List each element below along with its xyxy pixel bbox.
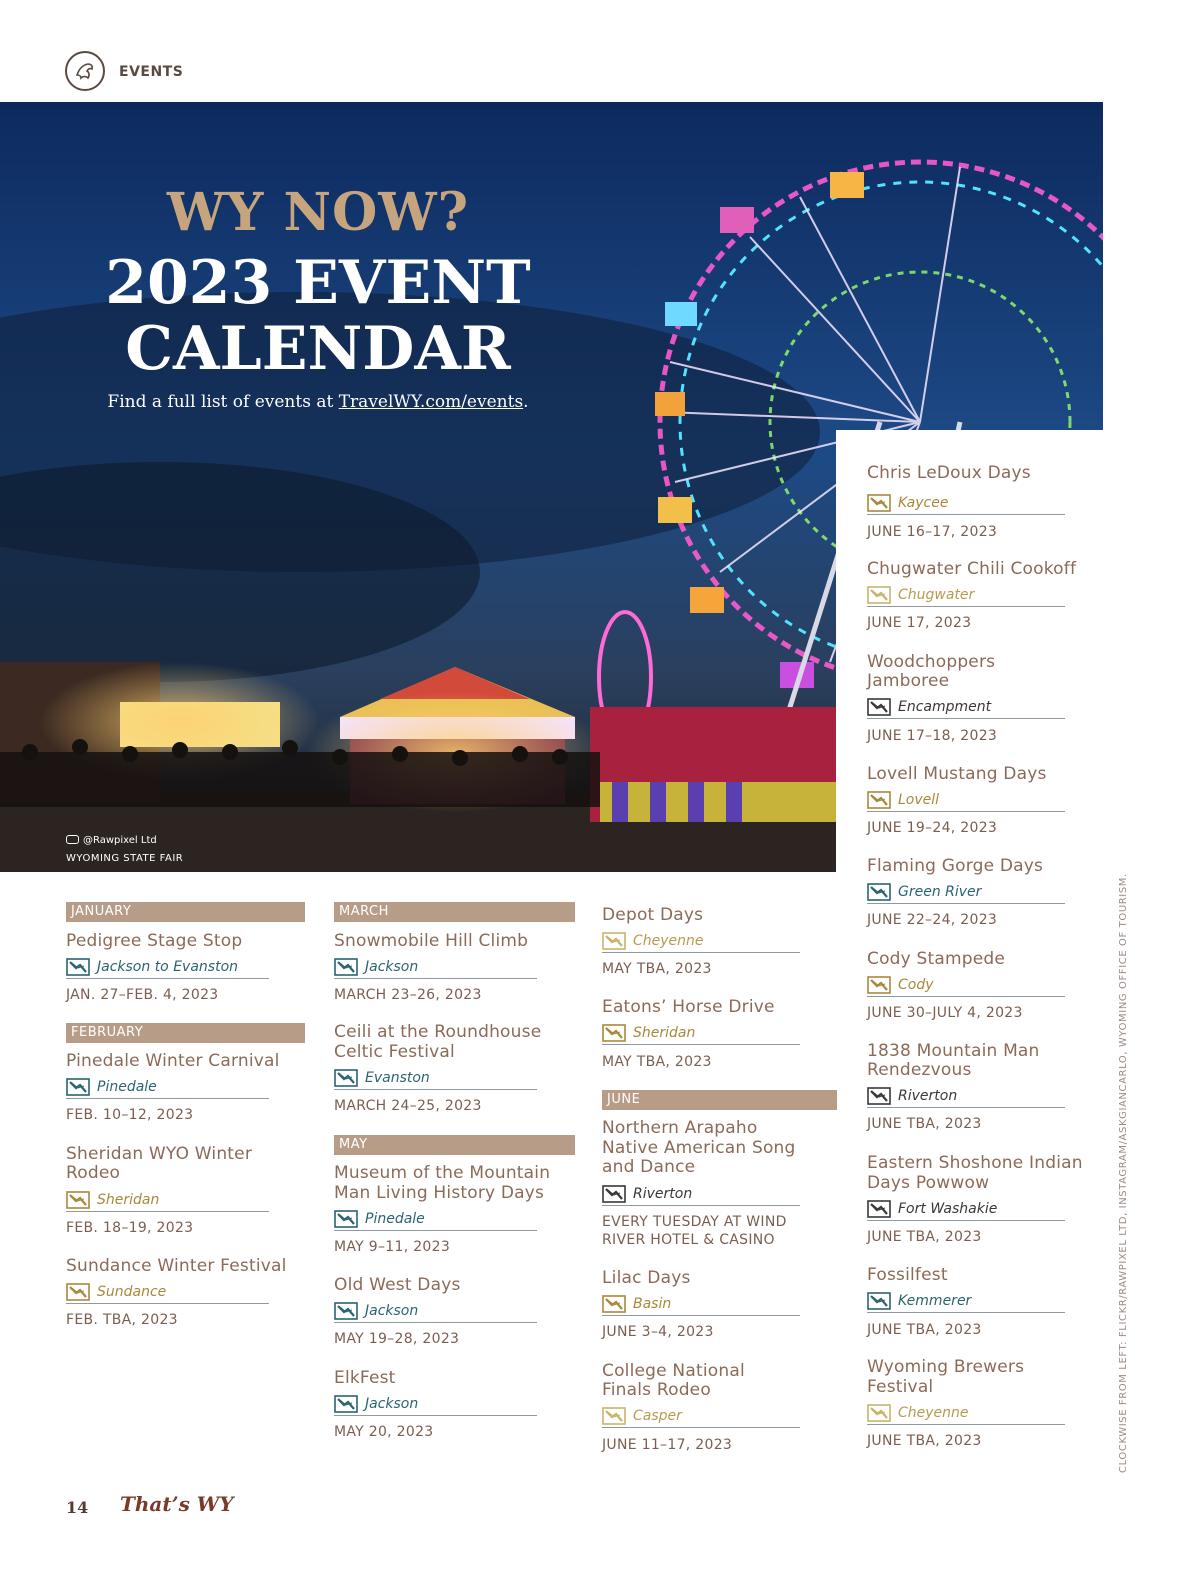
wyoming-map-icon (867, 1087, 891, 1105)
event-date: MARCH 24–25, 2023 (334, 1098, 482, 1114)
event-title-line3: and Dance (602, 1157, 696, 1177)
event-title-line2: Man Living History Days (334, 1183, 545, 1203)
event-date: JUNE 22–24, 2023 (867, 912, 998, 928)
event-title-line2: Jamboree (867, 671, 950, 691)
event-location: Basin (602, 1294, 800, 1316)
wyoming-map-icon (867, 791, 891, 809)
event-title-line1: Eastern Shoshone Indian (867, 1153, 1083, 1173)
event-title: Eatons’ Horse Drive (602, 997, 775, 1017)
flickr-icon (66, 835, 79, 844)
event-title-line1: College National (602, 1361, 745, 1381)
month-bar-february: FEBRUARY (66, 1023, 305, 1043)
event-location: Cody (867, 975, 1065, 997)
event-location: Jackson (334, 1301, 537, 1323)
month-bar-may: MAY (334, 1135, 575, 1155)
event-title: Chugwater Chili Cookoff (867, 559, 1077, 579)
event-location: Green River (867, 882, 1065, 904)
event-date: JAN. 27–FEB. 4, 2023 (66, 987, 219, 1003)
event-location: Jackson to Evanston (66, 957, 269, 979)
event-date: FEB. 10–12, 2023 (66, 1107, 194, 1123)
event-date: MARCH 23–26, 2023 (334, 987, 482, 1003)
event-title-line1: Sheridan WYO Winter (66, 1144, 253, 1164)
event-title: Snowmobile Hill Climb (334, 931, 529, 951)
month-bar-june: JUNE (602, 1090, 837, 1110)
photo-caption: WYOMING STATE FAIR (66, 853, 184, 864)
month-bar-january: JANUARY (66, 902, 305, 922)
event-date: FEB. 18–19, 2023 (66, 1220, 194, 1236)
event-title: Cody Stampede (867, 949, 1006, 969)
event-date: MAY TBA, 2023 (602, 1054, 712, 1070)
event-date: MAY 9–11, 2023 (334, 1239, 451, 1255)
event-title: Sundance Winter Festival (66, 1256, 287, 1276)
photo-credits-vertical: CLOCKWISE FROM LEFT: FLICKR/RAWPIXEL LTD, INSTAGRAM/ASKGIANCARLO, WYOMING OFFICE OF TOURISM. (1118, 873, 1129, 1473)
event-title-line2: Native American Song (602, 1138, 796, 1158)
hero-title-line1: 2023 EVENT (105, 248, 531, 318)
event-location: Cheyenne (867, 1403, 1065, 1425)
event-location: Jackson (334, 957, 537, 979)
wyoming-map-icon (602, 1185, 626, 1203)
event-date: JUNE 19–24, 2023 (867, 820, 998, 836)
event-title-line2: Festival (867, 1377, 934, 1397)
hero-subtitle: Find a full list of events at TravelWY.com/events. (107, 392, 529, 412)
event-location: Kemmerer (867, 1291, 1065, 1313)
wyoming-map-icon (867, 1404, 891, 1422)
event-location: Sheridan (602, 1023, 800, 1045)
event-date-line1: EVERY TUESDAY AT WIND (602, 1214, 787, 1230)
event-date: FEB. TBA, 2023 (66, 1312, 178, 1328)
wyoming-map-icon (867, 1200, 891, 1218)
brand-logo: That’s WY (120, 1492, 234, 1516)
event-title: Old West Days (334, 1275, 461, 1295)
wyoming-map-icon (867, 1292, 891, 1310)
wyoming-map-icon (602, 932, 626, 950)
event-date: JUNE 16–17, 2023 (867, 524, 998, 540)
event-date: JUNE 3–4, 2023 (602, 1324, 714, 1340)
event-location: Kaycee (867, 493, 1065, 515)
event-location: Lovell (867, 790, 1065, 812)
event-title-line2: Days Powwow (867, 1173, 990, 1193)
wyoming-map-icon (867, 586, 891, 604)
event-title-line1: Museum of the Mountain (334, 1163, 551, 1183)
event-title-line1: Northern Arapaho (602, 1118, 758, 1138)
event-date: MAY TBA, 2023 (602, 961, 712, 977)
event-location: Sundance (66, 1282, 269, 1304)
event-title: Fossilfest (867, 1265, 948, 1285)
wyoming-map-icon (867, 883, 891, 901)
event-location: Cheyenne (602, 931, 800, 953)
event-title-line1: Woodchoppers (867, 652, 996, 672)
hero-kicker: WY NOW? (166, 182, 470, 243)
event-location: Jackson (334, 1394, 537, 1416)
event-title-line1: 1838 Mountain Man (867, 1041, 1040, 1061)
event-title: Pinedale Winter Carnival (66, 1051, 280, 1071)
wyoming-map-icon (602, 1407, 626, 1425)
wyoming-map-icon (66, 1078, 90, 1096)
wyoming-map-icon (66, 958, 90, 976)
event-location: Evanston (334, 1068, 537, 1090)
event-date: JUNE 30–JULY 4, 2023 (867, 1005, 1023, 1021)
event-date: JUNE TBA, 2023 (867, 1433, 982, 1449)
bucking-horse-logo-icon (65, 51, 105, 91)
event-date: MAY 20, 2023 (334, 1424, 434, 1440)
section-label: EVENTS (119, 64, 184, 80)
event-date: JUNE TBA, 2023 (867, 1229, 982, 1245)
wyoming-map-icon (334, 1210, 358, 1228)
event-location: Sheridan (66, 1190, 269, 1212)
wyoming-map-icon (334, 1069, 358, 1087)
page-number: 14 (66, 1498, 89, 1517)
event-title-line1: Ceili at the Roundhouse (334, 1022, 542, 1042)
event-title: Pedigree Stage Stop (66, 931, 243, 951)
event-title-line1: Wyoming Brewers (867, 1357, 1025, 1377)
event-title: Chris LeDoux Days (867, 463, 1031, 483)
wyoming-map-icon (66, 1191, 90, 1209)
event-title-line2: Finals Rodeo (602, 1380, 711, 1400)
event-title-line2: Rodeo (66, 1163, 121, 1183)
event-title-line2: Celtic Festival (334, 1042, 455, 1062)
event-location: Riverton (602, 1184, 800, 1206)
event-location: Fort Washakie (867, 1199, 1065, 1221)
wyoming-map-icon (867, 976, 891, 994)
event-date: JUNE TBA, 2023 (867, 1322, 982, 1338)
event-location: Chugwater (867, 585, 1065, 607)
wyoming-map-icon (334, 958, 358, 976)
wyoming-map-icon (602, 1295, 626, 1313)
event-location: Casper (602, 1406, 800, 1428)
event-date: JUNE 17–18, 2023 (867, 728, 998, 744)
event-title: Flaming Gorge Days (867, 856, 1044, 876)
event-location: Encampment (867, 697, 1065, 719)
event-date: MAY 19–28, 2023 (334, 1331, 460, 1347)
wyoming-map-icon (334, 1395, 358, 1413)
events-link[interactable]: TravelWY.com/events (338, 392, 524, 412)
event-location: Riverton (867, 1086, 1065, 1108)
event-date: JUNE 11–17, 2023 (602, 1437, 733, 1453)
hero-title-line2: CALENDAR (125, 314, 511, 384)
event-title: Lilac Days (602, 1268, 691, 1288)
wyoming-map-icon (66, 1283, 90, 1301)
wyoming-map-icon (602, 1024, 626, 1042)
event-date-line2: RIVER HOTEL & CASINO (602, 1232, 775, 1248)
month-bar-march: MARCH (334, 902, 575, 922)
event-title: Depot Days (602, 905, 704, 925)
event-title-line2: Rendezvous (867, 1060, 972, 1080)
photo-credit: @Rawpixel Ltd (66, 835, 157, 846)
wyoming-map-icon (867, 494, 891, 512)
wyoming-map-icon (867, 698, 891, 716)
event-location: Pinedale (334, 1209, 537, 1231)
event-location: Pinedale (66, 1077, 269, 1099)
wyoming-map-icon (334, 1302, 358, 1320)
event-date: JUNE 17, 2023 (867, 615, 972, 631)
event-title: ElkFest (334, 1368, 396, 1388)
event-title: Lovell Mustang Days (867, 764, 1047, 784)
event-date: JUNE TBA, 2023 (867, 1116, 982, 1132)
